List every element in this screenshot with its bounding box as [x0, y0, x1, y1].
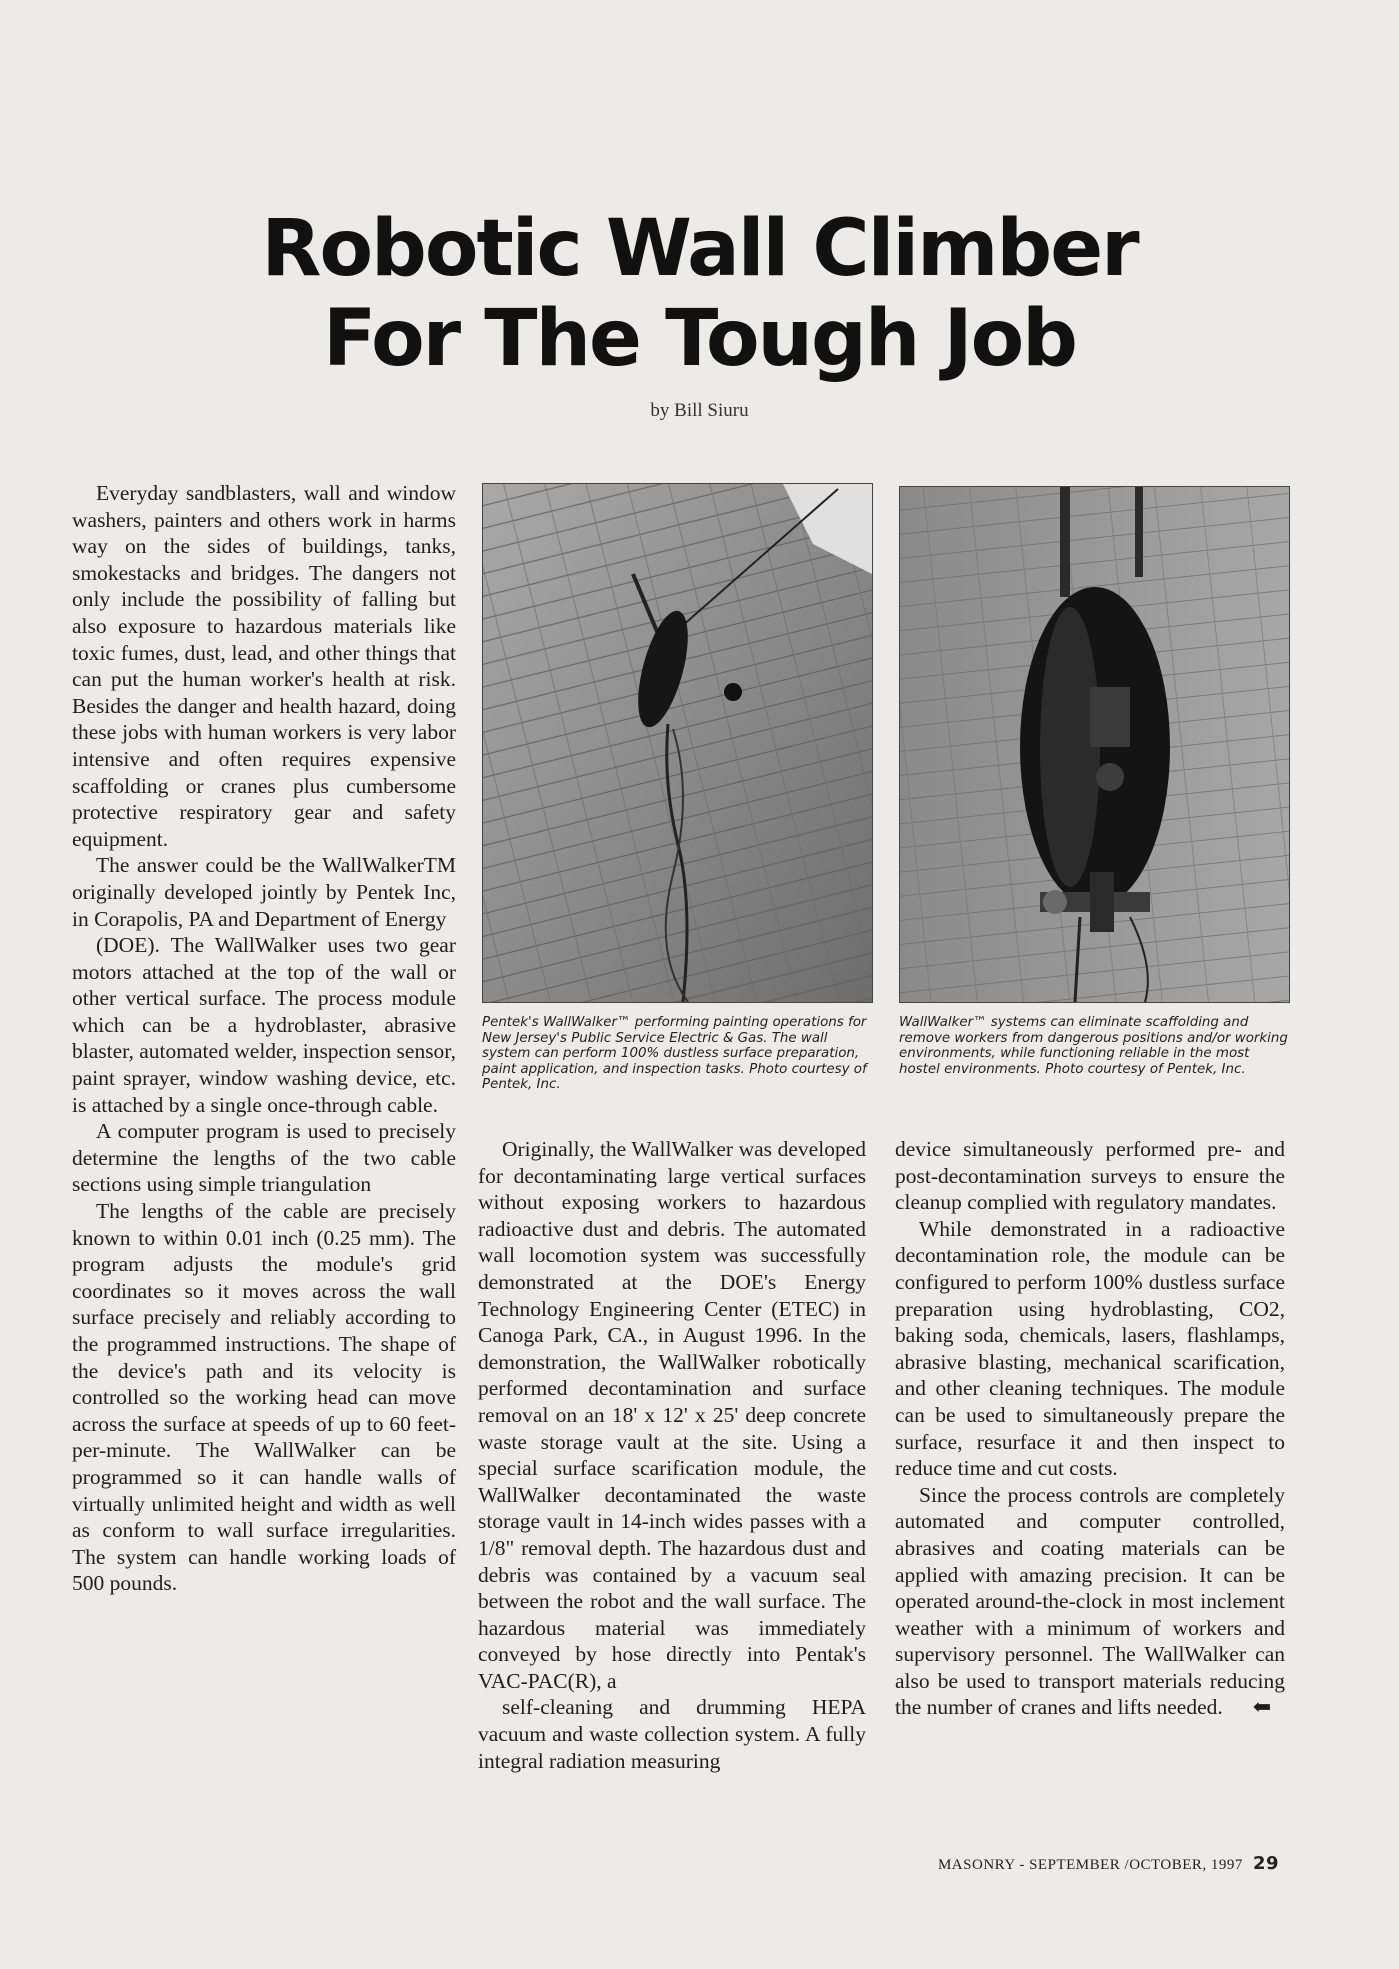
photo-1-caption: Pentek's WallWalker™ performing painting operations for New Jersey's Public Service Electric & Gas. The wall system can perform 100% dustless surface preparation, paint application, and inspection tasks. Photo courtesy of Pentek, Inc. — [482, 1015, 867, 1093]
column-2 — [478, 1136, 866, 1774]
paragraph: (DOE). The WallWalker uses two gear motors attached at the top of the wall or other vertical surface. The process module which can be a hydroblaster, abrasive blaster, automated welder, inspection sensor, paint sprayer, window washing device, etc. is attached by a single once-through cable. — [72, 933, 456, 1117]
paragraph: self-cleaning and drumming HEPA vacuum and waste collection system. A fully integral radiation measuring — [478, 1695, 866, 1773]
column-1 — [72, 480, 456, 1597]
page-footer — [938, 1853, 1279, 1874]
photo-2-caption: WallWalker™ systems can eliminate scaffolding and remove workers from dangerous positions and/or working environments, while functioning reliable in the most hostel environments. Photo courtesy of Pentek, Inc. — [899, 1015, 1288, 1077]
title-line-2: For The Tough Job — [322, 294, 1077, 384]
wallwalker-painting-photo — [482, 483, 873, 1003]
article-title — [0, 204, 1399, 384]
paragraph: The answer could be the WallWalkerTM originally developed jointly by Pentek Inc, in Corapolis, PA and Department of Energy — [72, 853, 456, 931]
wallwalker-module-photo — [899, 486, 1290, 1003]
byline: by Bill Siuru — [650, 400, 749, 421]
paragraph-text: Since the process controls are completely automated and computer controlled, abrasives and coating materials can be applied with amazing precision. It can be operated around-the-clock in most inclement weather with a minimum of workers and supervisory personnel. The WallWalker can also be used to transport materials reducing the number of cranes and lifts needed. — [895, 1482, 1285, 1720]
column-3 — [895, 1136, 1285, 1721]
paragraph: While demonstrated in a radioactive decontamination role, the module can be configured to perform 100% dustless surface preparation using hydroblasting, CO2, baking soda, chemicals, lasers, flashlamps, abrasive blasting, mechanical scarification, and other cleaning techniques. The module can be used to simultaneously prepare the surface, resurface it and then inspect to reduce time and cut costs. — [895, 1216, 1285, 1481]
title-line-1: Robotic Wall Climber — [261, 204, 1138, 294]
paragraph: A computer program is used to precisely determine the lengths of the two cable sections using simple triangulation — [72, 1119, 456, 1197]
paragraph: Everyday sandblasters, wall and window washers, painters and others work in harms way on the sides of buildings, tanks, smokestacks and bridges. The dangers not only include the possibility of falling but also exposure to hazardous materials like toxic fumes, dust, lead, and other things that can put the human worker's health at risk. Besides the danger and health hazard, doing these jobs with human workers is very labor intensive and often requires expensive scaffolding or cranes plus cumbersome protective respiratory gear and safety equipment. — [72, 481, 456, 851]
paragraph: device simultaneously performed pre- and post-decontamination surveys to ensure the cleanup complied with regulatory mandates. — [895, 1137, 1285, 1215]
page-number: 29 — [1252, 1853, 1279, 1874]
paragraph: The lengths of the cable are precisely known to within 0.01 inch (0.25 mm). The program adjusts the module's grid coordinates so it moves across the wall surface precisely and reliably according to the programmed instructions. The shape of the device's path and its velocity is controlled so the working head can move across the surface at speeds of up to 60 feet-per-minute. The WallWalker can be programmed so it can handle walls of virtually unlimited height and width as well as conform to wall surface irregularities. The system can handle working loads of 500 pounds. — [72, 1199, 456, 1596]
publication-info: MASONRY - SEPTEMBER /OCTOBER, 1997 — [937, 1857, 1243, 1873]
paragraph-last — [895, 1482, 1285, 1721]
left-arrow-icon: ⬅ — [1252, 1694, 1272, 1720]
paragraph: Originally, the WallWalker was developed for decontaminating large vertical surfaces without exposing workers to hazardous radioactive dust and debris. The automated wall locomotion system was successfully demonstrated at the DOE's Energy Technology Engineering Center (ETEC) in Canoga Park, CA., in August 1996. In the demonstration, the WallWalker robotically performed decontamination and surface removal on an 18' x 12' x 25' deep concrete waste storage vault at the site. Using a special surface scarification module, the WallWalker decontaminated the waste storage vault in 14-inch wides passes with a 1/8" removal depth. The hazardous dust and debris was contained by a vacuum seal between the robot and the wall surface. The hazardous material was immediately conveyed by hose directly into Pentak's VAC-PAC(R), a — [478, 1137, 866, 1693]
